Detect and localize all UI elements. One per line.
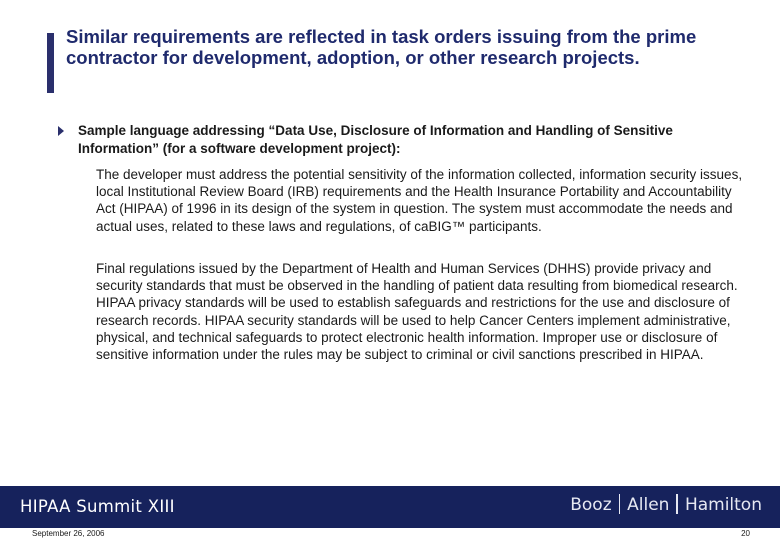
logo-word-hamilton: Hamilton bbox=[684, 495, 762, 515]
bullet-item bbox=[58, 122, 738, 158]
page-number: 20 bbox=[741, 529, 750, 538]
slide-title: Similar requirements are reflected in task orders issuing from the prime contractor for development, adoption, or other research projects. bbox=[66, 26, 697, 68]
sample-language-paragraph-1: The developer must address the potential sensitivity of the information collected, information security issues, local Institutional Review Board (IRB) requirements and the Health Insurance Portability and Accountability Act (HIPAA) of 1996 in its design of the system in question. The system must accommodate the needs and actual uses, related to these laws and regulations, of caBIG™ participants. bbox=[96, 167, 743, 234]
sample-language-paragraph-2: Final regulations issued by the Department of Health and Human Services (DHHS) provide privacy and security standards that must be observed in the handling of patient data resulting from biomedical research. HIPAA privacy standards will be used to establish safeguards and restrictions for the use and disclosure of research records. HIPAA security standards will be used to help Cancer Centers implement administrative, physical, and technical safeguards to protect electronic health information. Improper use or disclosure of sensitive information under the rules may be subject to criminal or civil sanctions prescribed in HIPAA. bbox=[96, 261, 738, 363]
logo-divider bbox=[619, 494, 621, 514]
footer-date: September 26, 2006 bbox=[32, 529, 105, 538]
logo-word-allen: Allen bbox=[627, 495, 670, 515]
logo-divider bbox=[676, 494, 678, 514]
bullet-text: Sample language addressing “Data Use, Disclosure of Information and Handling of Sensitive Information” (for a software development project): bbox=[78, 123, 673, 156]
right-triangle-bullet-icon bbox=[58, 126, 64, 136]
event-title: HIPAA Summit XIII bbox=[20, 497, 175, 516]
title-accent-bar bbox=[47, 33, 54, 93]
logo-word-booz: Booz bbox=[570, 495, 612, 515]
company-logo bbox=[570, 494, 762, 515]
